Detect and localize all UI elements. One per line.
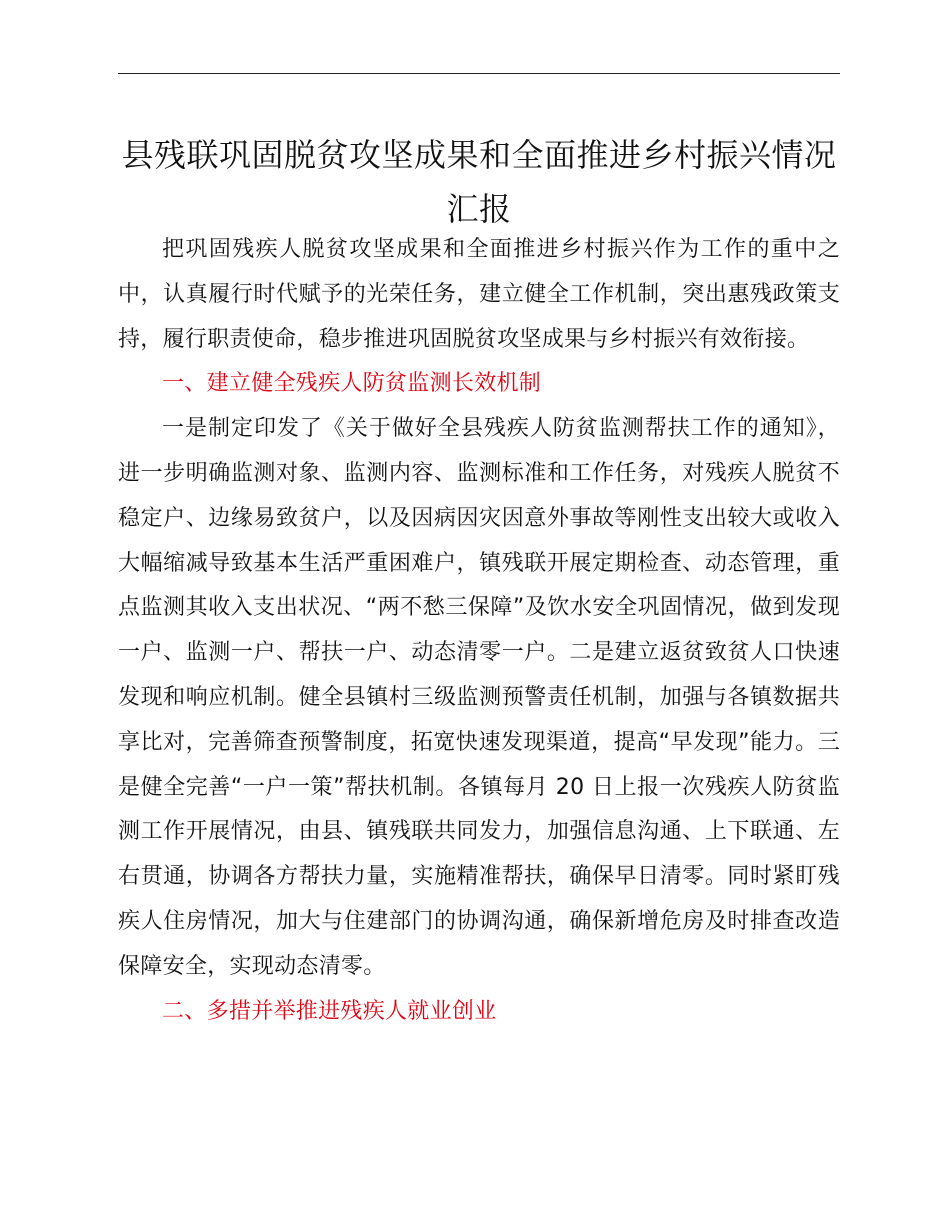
document-body <box>118 228 840 1034</box>
document-title: 县残联巩固脱贫攻坚成果和全面推进乡村振兴情况汇报 <box>121 136 837 228</box>
intro-paragraph: 把巩固残疾人脱贫攻坚成果和全面推进乡村振兴作为工作的重中之中，认真履行时代赋予的光荣任务，建立健全工作机制，突出惠残政策支持，履行职责使命，稳步推进巩固脱贫攻坚成果与乡村振兴有效衔接。 <box>118 237 840 352</box>
section-1-paragraph: 一是制定印发了《关于做好全县残疾人防贫监测帮扶工作的通知》，进一步明确监测对象、监测内容、监测标准和工作任务，对残疾人脱贫不稳定户、边缘易致贫户，以及因病因灾因意外事故等刚性支出较大或收入大幅缩减导致基本生活严重困难户，镇残联开展定期检查、动态管理，重点监测其收入支出状况、“两不愁三保障”及饮水安全巩固情况，做到发现一户、监测一户、帮扶一户、动态清零一户。二是建立返贫致贫人口快速发现和响应机制。健全县镇村三级监测预警责任机制，加强与各镇数据共享比对，完善筛查预警制度，拓宽快速发现渠道，提高“早发现”能力。三是健全完善“一户一策”帮扶机制。各镇每月 20 日上报一次残疾人防贫监测工作开展情况，由县、镇残联共同发力，加强信息沟通、上下联通、左右贯通，协调各方帮扶力量，实施精准帮扶，确保早日清零。同时紧盯残疾人住房情况，加大与住建部门的协调沟通，确保新增危房及时排查改造保障安全，实现动态清零。 <box>118 416 840 979</box>
section-heading-1: 一、建立健全残疾人防贫监测长效机制 <box>162 371 542 397</box>
header-rule <box>118 73 840 74</box>
section-heading-2: 二、多措并举推进残疾人就业创业 <box>162 998 497 1024</box>
